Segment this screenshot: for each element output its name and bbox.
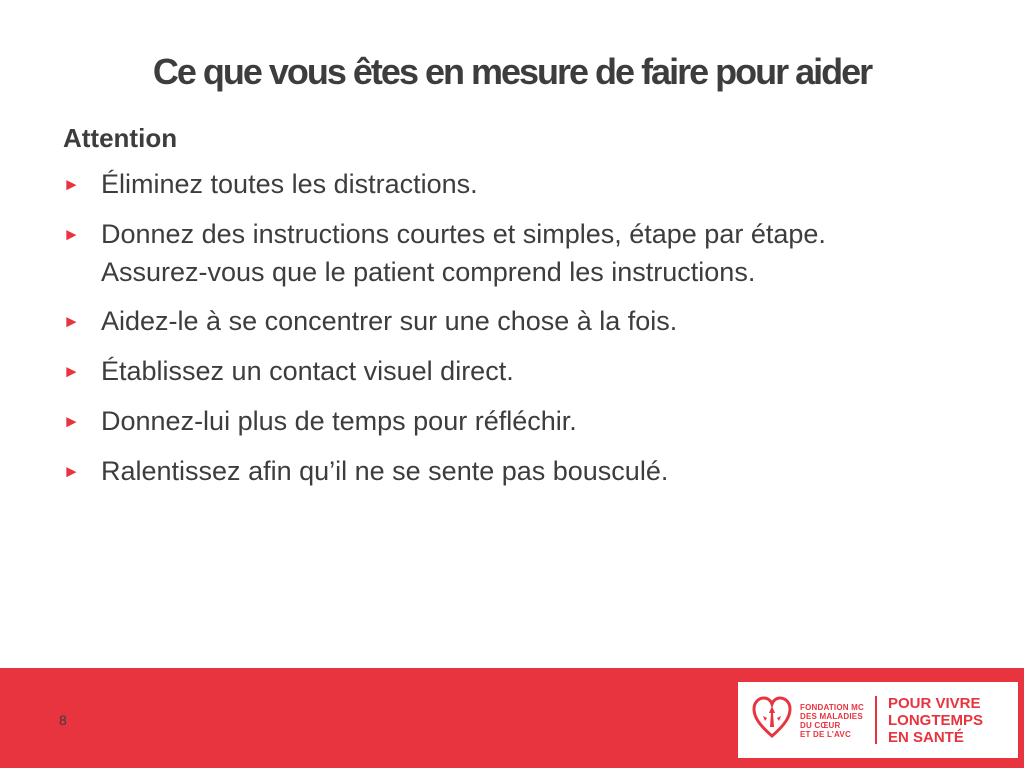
bullet-arrow-icon: ► <box>63 412 80 431</box>
bullet-item <box>63 352 963 391</box>
bullet-item <box>63 452 963 491</box>
logo-slogan-line: POUR VIVRE <box>888 695 981 712</box>
slide-title: Ce que vous êtes en mesure de faire pour aider <box>152 51 872 92</box>
logo-org-line: ET DE L’AVC <box>800 730 851 739</box>
bullet-item <box>63 402 963 441</box>
bullet-text: Donnez des instructions courtes et simples, étape par étape. Assurez-vous que le patient comprend les instructions. <box>101 219 826 287</box>
bullet-arrow-icon: ► <box>63 362 80 381</box>
logo-org-line: DES MALADIES <box>800 712 863 721</box>
logo-slogan-line: LONGTEMPS <box>888 712 984 729</box>
bullet-arrow-icon: ► <box>63 225 80 244</box>
bullet-item <box>63 302 963 341</box>
slide-content <box>63 119 963 502</box>
bullet-item <box>63 165 963 204</box>
bullet-item <box>63 215 963 291</box>
bullet-text: Aidez-le à se concentrer sur une chose à la fois. <box>101 306 678 336</box>
bullet-text: Donnez-lui plus de temps pour réfléchir. <box>101 406 577 436</box>
bullet-arrow-icon: ► <box>63 175 80 194</box>
bullet-text: Éliminez toutes les distractions. <box>101 169 478 199</box>
footer-bar <box>0 668 1024 768</box>
foundation-logo <box>738 682 1018 758</box>
page-number: 8 <box>59 712 67 728</box>
logo-org-line: DU CŒUR <box>800 721 841 730</box>
logo-slogan-line: EN SANTÉ <box>888 729 964 746</box>
bullet-text: Ralentissez afin qu’il ne se sente pas bousculé. <box>101 456 669 486</box>
bullet-arrow-icon: ► <box>63 462 80 481</box>
logo-divider <box>875 696 877 744</box>
logo-slogan <box>888 695 983 746</box>
bullet-list <box>63 165 963 491</box>
logo-org-line: FONDATION MC <box>800 703 865 712</box>
section-heading: Attention <box>63 123 178 153</box>
heart-torch-icon <box>752 696 792 738</box>
bullet-arrow-icon: ► <box>63 312 80 331</box>
logo-organization-name <box>800 703 870 739</box>
bullet-text: Établissez un contact visuel direct. <box>101 356 514 386</box>
